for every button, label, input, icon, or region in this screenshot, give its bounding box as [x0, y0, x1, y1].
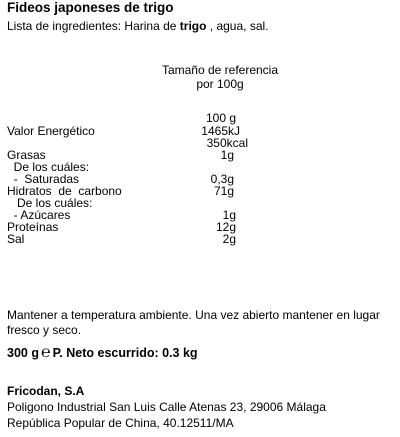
estimated-sign-icon: ℮: [40, 344, 51, 361]
ingredients-list: [7, 19, 269, 33]
reference-size-header: Tamaño de referencia por 100g: [161, 63, 279, 91]
row-value: 1465kJ: [201, 124, 240, 138]
row-value: 0,3g: [210, 172, 234, 186]
row-value: 71g: [213, 184, 234, 198]
drained-weight: P. Neto escurrido: 0.3 kg: [52, 346, 198, 360]
row-label: - Saturadas: [7, 172, 80, 186]
row-label: De los cuáles:: [7, 196, 93, 210]
row-label: Proteínas: [7, 220, 59, 234]
net-weight-line: [7, 346, 198, 360]
row-value: 12g: [215, 220, 236, 234]
row-value: 1g: [220, 148, 234, 162]
origin-registry: República Popular de China, 40.12511/MA: [7, 416, 234, 430]
row-label: Grasas: [7, 148, 46, 162]
product-title: Fideos japoneses de trigo: [7, 0, 174, 15]
row-label: - Azúcares: [7, 208, 71, 222]
company-address: Poligono Industrial San Luis Calle Atenas 23, 29006 Málaga: [7, 400, 326, 414]
row-value: 1g: [222, 208, 236, 222]
storage-instructions: Mantener a temperatura ambiente. Una vez abierto mantener en lugar fresco y seco.: [7, 308, 380, 337]
row-value: 2g: [222, 232, 236, 246]
row-label: Valor Energético: [7, 124, 95, 138]
company-name: Fricodan, S.A: [7, 384, 85, 398]
ingredients-suffix: , agua, sal.: [206, 19, 269, 33]
ingredients-prefix: Lista de ingredientes: Harina de: [7, 19, 180, 33]
ingredients-allergen: trigo: [179, 19, 207, 33]
row-label: De los cuáles:: [7, 160, 90, 174]
row-value: 350kcal: [206, 136, 248, 150]
row-label: Hidratos de carbono: [7, 184, 122, 198]
net-weight: 300 g: [7, 346, 39, 360]
row-label: Sal: [7, 232, 25, 246]
unit-header: 100 g: [205, 111, 236, 125]
